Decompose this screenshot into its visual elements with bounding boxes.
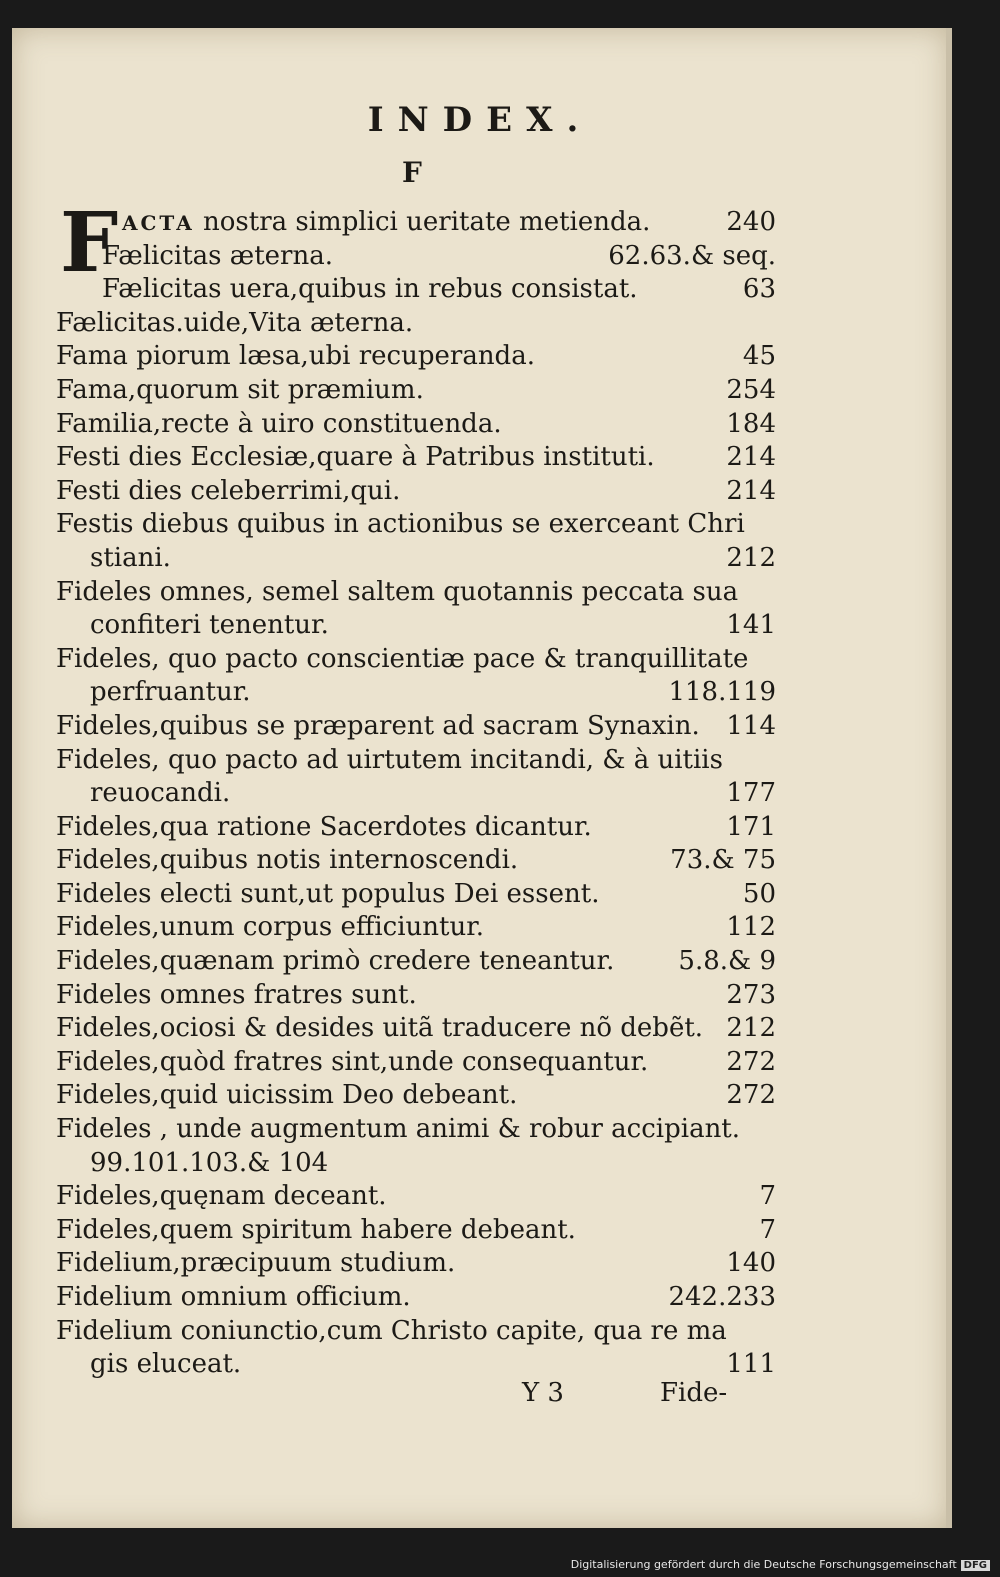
drop-capital: F (60, 195, 119, 291)
first-entry-text: nostra simplici ueritate metienda. (194, 207, 651, 237)
entry-page: 140 (726, 1248, 776, 1279)
entry-page: 111 (726, 1349, 776, 1380)
index-entry (56, 1281, 776, 1315)
entry-page: 45 (742, 341, 776, 372)
index-entry (56, 844, 776, 878)
index-entry (56, 1012, 776, 1046)
entry-text: Fideles , unde augmentum animi & robur accipiant. (56, 1114, 741, 1145)
entry-page: 7 (759, 1214, 776, 1245)
entry-page: 184 (726, 408, 776, 439)
page-header: INDEX. (367, 100, 593, 140)
entry-page: 212 (726, 1013, 776, 1044)
entry-list (56, 240, 776, 1382)
entry-text: reuocandi. (90, 778, 231, 809)
digitization-credit (571, 1558, 990, 1571)
entry-text: Fideles,unum corpus efficiuntur. (56, 912, 485, 943)
dfg-logo: DFG (961, 1560, 990, 1571)
entry-page: 177 (726, 778, 776, 809)
index-entry (56, 1046, 776, 1080)
entry-text: Fidelium omnium officium. (56, 1282, 411, 1312)
entry-page: 118.119 (668, 677, 776, 708)
entry-text: Fama,quorum sit præmium. (56, 374, 424, 405)
entry-page: 5.8.& 9 (678, 946, 776, 977)
entry-page: 141 (726, 610, 776, 641)
entry-text: Fidelium coniunctio,cum Christo capite, qua re ma (56, 1315, 727, 1346)
entry-text: Fideles,quòd fratres sint,unde consequantur. (56, 1046, 649, 1077)
signature-mark: Y 3 (522, 1378, 564, 1408)
entry-page: 254 (726, 374, 776, 405)
entry-text: Fideles omnes, semel saltem quotannis peccata sua (56, 576, 739, 607)
index-entry (56, 340, 776, 374)
index-entry (56, 643, 776, 677)
entry-text: Fideles electi sunt,ut populus Dei essent. (56, 878, 600, 909)
entry-text: Fideles,quænam primò credere teneantur. (56, 946, 615, 977)
page-footer (12, 1378, 948, 1418)
index-entry (56, 1079, 776, 1113)
entry-text: Festis diebus quibus in actionibus se exerceant Chri (56, 509, 745, 540)
entry-page: 112 (726, 912, 776, 943)
index-entry (56, 1147, 776, 1181)
index-entry (56, 475, 776, 509)
index-entry (56, 911, 776, 945)
entry-text: Fideles,ociosi & desides uitã traducere nõ debẽt. (56, 1013, 704, 1044)
entry-text: Fideles omnes fratres sunt. (56, 979, 417, 1010)
first-entry-smallcaps: ACTA (122, 211, 195, 235)
index-entry (56, 1180, 776, 1214)
entry-text: Fideles,quęnam deceant. (56, 1181, 387, 1212)
entry-text: Fideles,quem spiritum habere debeant. (56, 1214, 576, 1245)
index-entry (56, 307, 776, 341)
index-entry (56, 945, 776, 979)
index-entry (56, 777, 776, 811)
index-entries (56, 195, 776, 1382)
entry-text: Fælicitas uera,quibus in rebus consistat. (102, 274, 638, 305)
page-edge (946, 28, 952, 1528)
entry-page: 73.& 75 (670, 845, 776, 876)
index-entry (56, 1247, 776, 1281)
index-entry (56, 408, 776, 442)
book-page (12, 28, 948, 1528)
entry-page: 214 (726, 475, 776, 506)
index-entry (56, 979, 776, 1013)
catchword: Fide- (660, 1378, 728, 1408)
entry-text: Fideles,quibus se præparent ad sacram Synaxin. (56, 710, 700, 741)
index-entry (56, 576, 776, 610)
entry-text: gis eluceat. (90, 1349, 242, 1380)
entry-page: 214 (726, 442, 776, 473)
index-entry (56, 374, 776, 408)
index-entry (56, 609, 776, 643)
entry-page: 114 (726, 710, 776, 741)
entry-page: 272 (726, 1080, 776, 1111)
credit-text: Digitalisierung gefördert durch die Deutsche Forschungsgemeinschaft (570, 1558, 957, 1571)
entry-text: Fidelium,præcipuum studium. (56, 1248, 456, 1279)
entry-page: 273 (726, 979, 776, 1010)
entry-page: 212 (726, 542, 776, 573)
entry-text: 99.101.103.& 104 (90, 1147, 329, 1178)
index-entry (56, 542, 776, 576)
index-entry (56, 1214, 776, 1248)
entry-page: 171 (726, 811, 776, 842)
entry-text: Fælicitas æterna. (102, 240, 333, 271)
entry-page: 242.233 (668, 1282, 776, 1312)
first-entry-page: 240 (726, 207, 776, 237)
entry-text: Fideles, quo pacto ad uirtutem incitandi, & à uitiis (56, 744, 723, 775)
index-entry (56, 710, 776, 744)
entry-text: perfruantur. (90, 677, 251, 708)
section-letter: F (402, 156, 422, 189)
entry-page: 50 (742, 878, 776, 909)
index-entry (56, 273, 776, 307)
index-entry (56, 744, 776, 778)
index-entry (56, 811, 776, 845)
index-entry (56, 1315, 776, 1349)
index-entry (56, 676, 776, 710)
entry-text: Fælicitas.uide,Vita æterna. (56, 307, 414, 338)
entry-text: Festi dies celeberrimi,qui. (56, 475, 401, 506)
index-entry (56, 240, 776, 274)
index-entry (56, 1113, 776, 1147)
entry-text: Festi dies Ecclesiæ,quare à Patribus instituti. (56, 442, 655, 473)
entry-text: Fideles,quid uicissim Deo debeant. (56, 1080, 518, 1111)
entry-page: 63 (742, 274, 776, 305)
entry-text: Familia,recte à uiro constituenda. (56, 408, 502, 439)
index-entry (56, 441, 776, 475)
entry-page: 62.63.& seq. (608, 240, 776, 271)
index-entry (56, 878, 776, 912)
index-entry (56, 1348, 776, 1382)
entry-text: confiteri tenentur. (90, 610, 329, 641)
entry-text: stiani. (90, 542, 171, 573)
entry-page: 272 (726, 1046, 776, 1077)
index-entry (56, 508, 776, 542)
entry-text: Fideles,quibus notis internoscendi. (56, 845, 519, 876)
entry-text: Fama piorum læsa,ubi recuperanda. (56, 341, 535, 372)
entry-text: Fideles,qua ratione Sacerdotes dicantur. (56, 811, 592, 842)
entry-page: 7 (759, 1181, 776, 1212)
entry-text: Fideles, quo pacto conscientiæ pace & tranquillitate (56, 643, 749, 674)
